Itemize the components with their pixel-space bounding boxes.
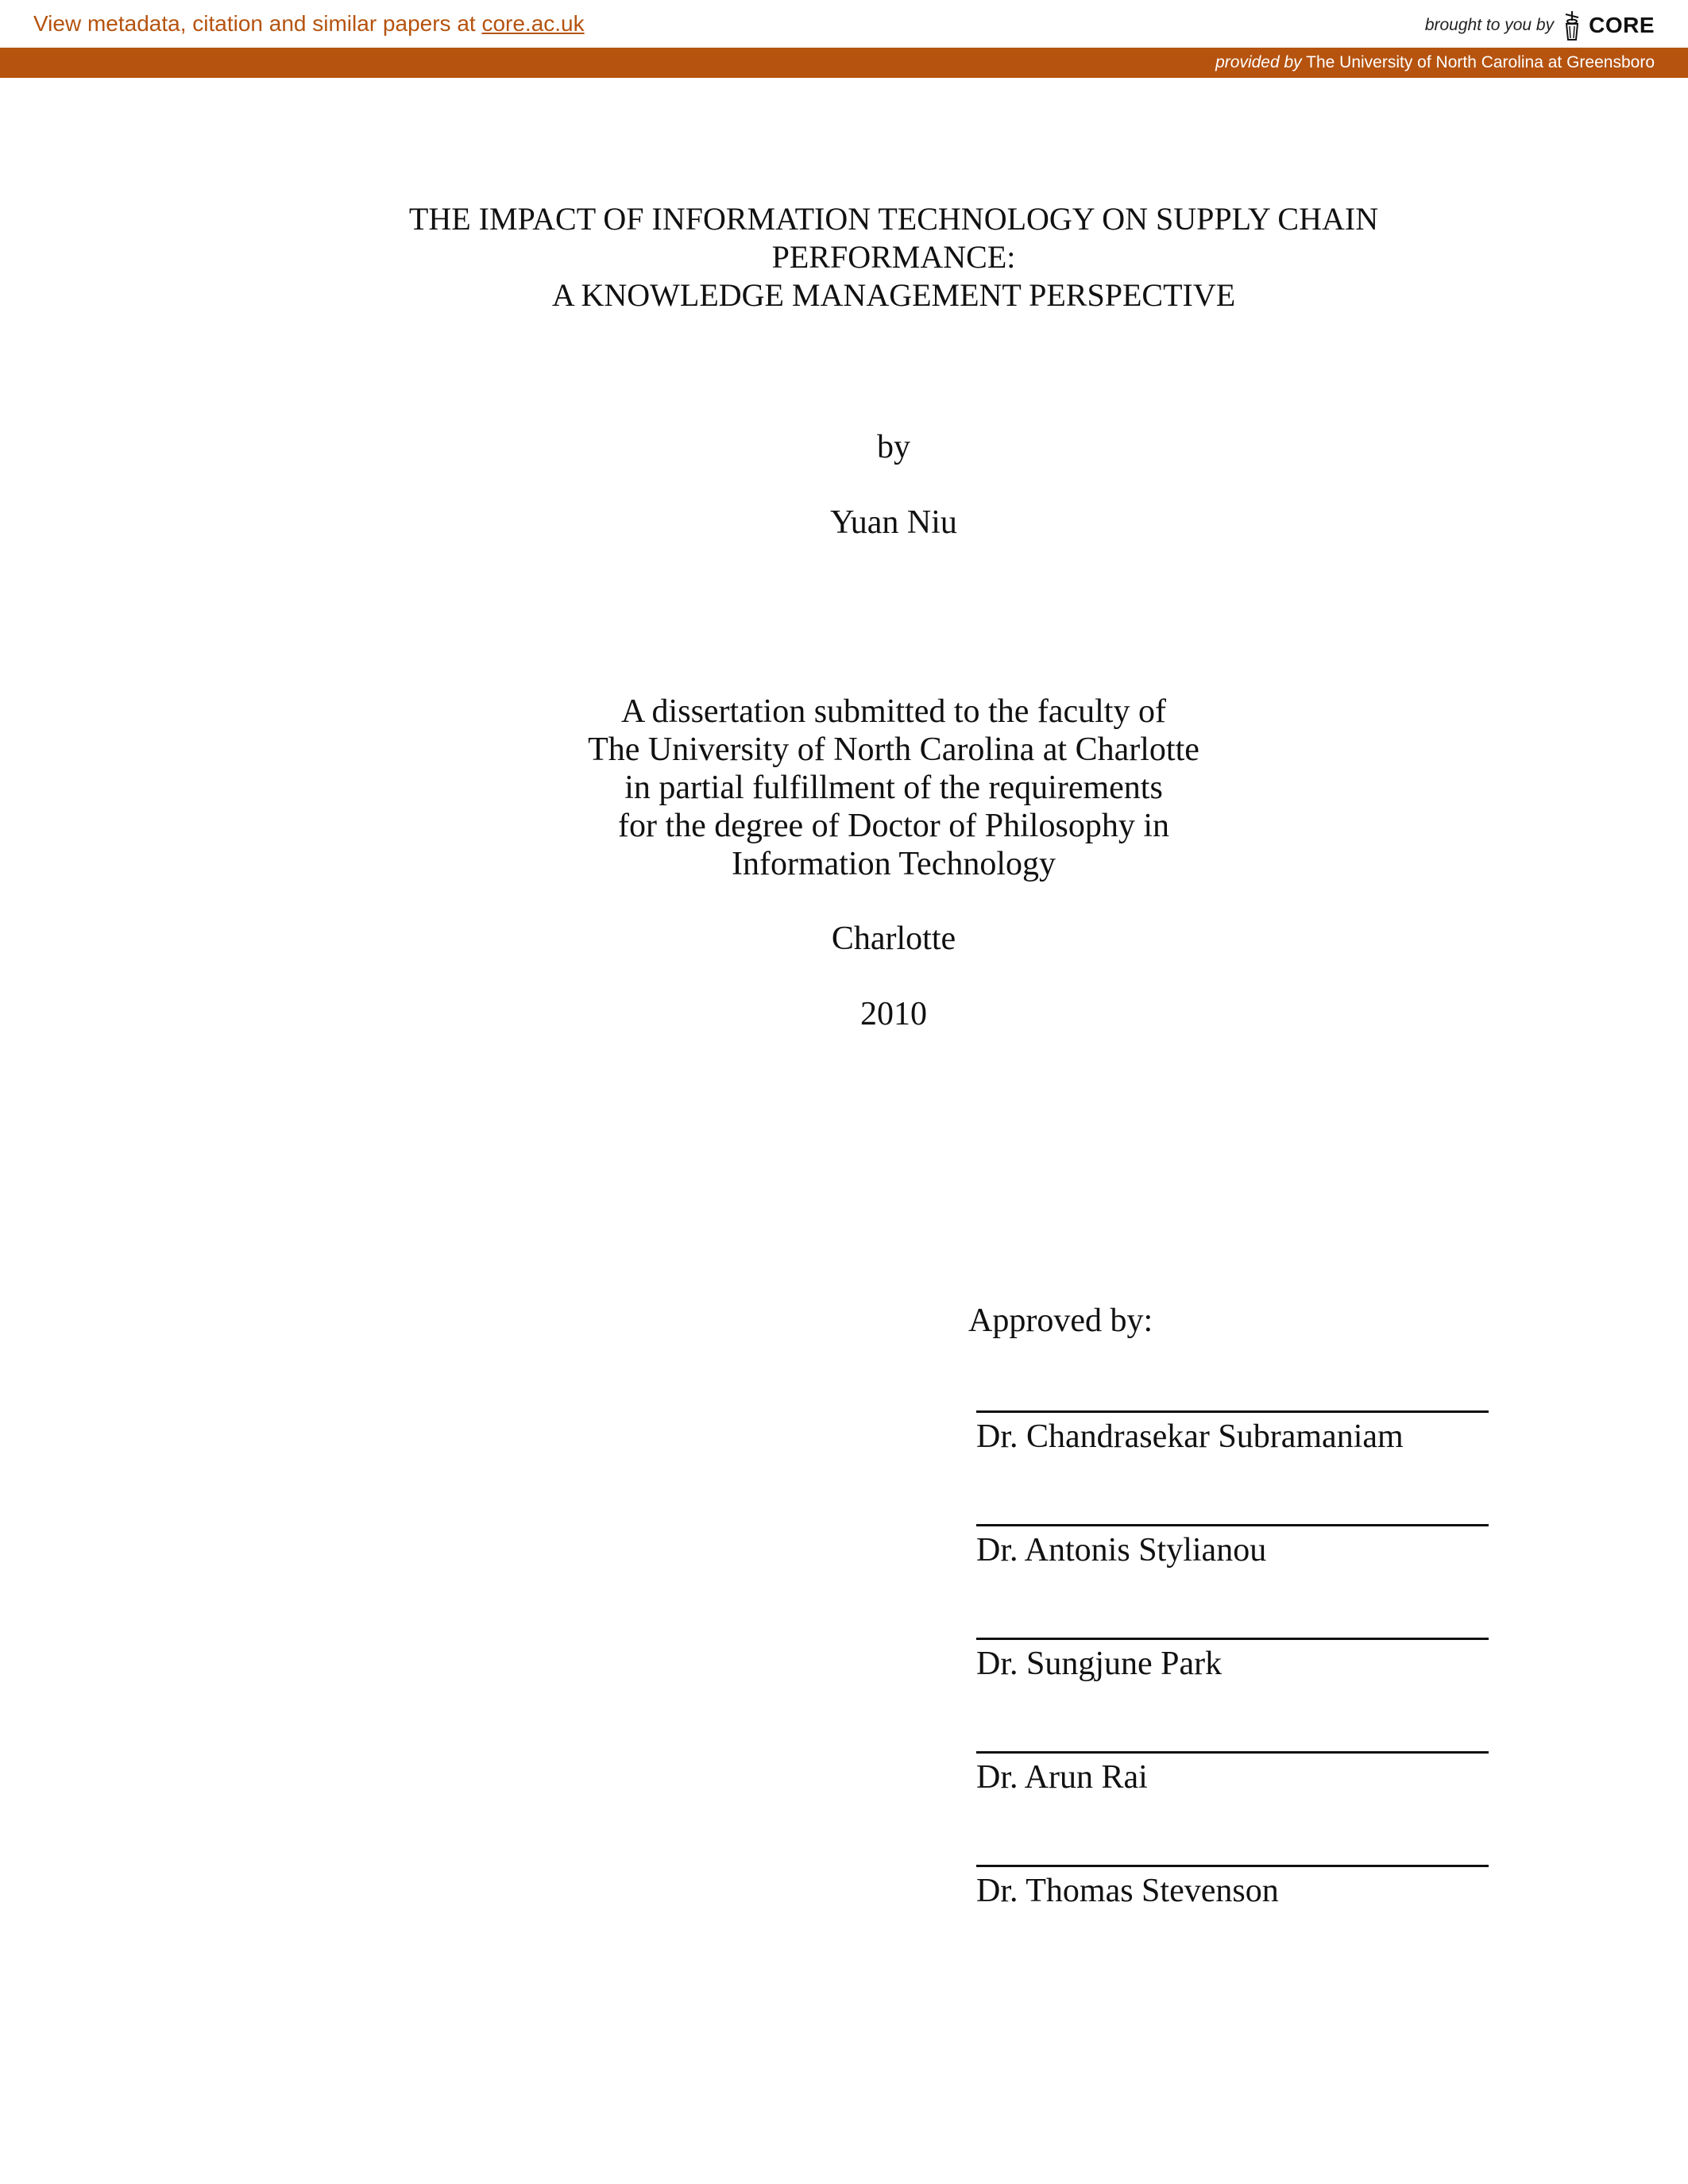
- core-logo-text: CORE: [1589, 13, 1655, 37]
- by-label: by: [877, 429, 910, 465]
- core-metadata-notice: [33, 11, 585, 37]
- committee-member-name: Dr. Antonis Stylianou: [976, 1532, 1267, 1569]
- signature-block: [976, 1369, 1493, 1483]
- committee-signature-list: [976, 1369, 1493, 1937]
- core-banner: [0, 0, 1688, 48]
- signature-line: [976, 1751, 1489, 1754]
- year: 2010: [860, 996, 927, 1032]
- signature-line: [976, 1524, 1489, 1526]
- brought-to-you-text: brought to you by: [1424, 16, 1555, 34]
- title-line-2: PERFORMANCE:: [771, 239, 1016, 275]
- signature-line: [976, 1865, 1489, 1867]
- core-brought-by[interactable]: [1425, 10, 1655, 41]
- statement-line-2: The University of North Carolina at Charlotte: [588, 731, 1199, 768]
- signature-block: [976, 1710, 1493, 1823]
- approved-by-heading: Approved by:: [968, 1302, 1153, 1339]
- provider-notice: [1215, 53, 1655, 72]
- title-line-1: THE IMPACT OF INFORMATION TECHNOLOGY ON SUPPLY CHAIN: [408, 201, 1379, 237]
- signature-block: [976, 1823, 1493, 1937]
- author-name: Yuan Niu: [830, 504, 957, 541]
- committee-member-name: Dr. Thomas Stevenson: [976, 1873, 1279, 1909]
- city: Charlotte: [831, 920, 956, 957]
- core-provider-bar: [0, 48, 1688, 78]
- signature-block: [976, 1483, 1493, 1596]
- signature-line: [976, 1638, 1489, 1640]
- statement-line-3: in partial fulfillment of the requirements: [624, 770, 1163, 806]
- core-metadata-text: View metadata, citation and similar papers at: [33, 11, 482, 36]
- statement-line-5: Information Technology: [731, 846, 1056, 882]
- core-ac-uk-link[interactable]: core.ac.uk: [481, 11, 585, 36]
- core-logo-icon: [1559, 10, 1586, 41]
- title-line-3: A KNOWLEDGE MANAGEMENT PERSPECTIVE: [551, 277, 1236, 313]
- dissertation-title: [0, 200, 1688, 314]
- statement-line-1: A dissertation submitted to the faculty of: [621, 693, 1166, 730]
- submission-statement: [0, 693, 1688, 883]
- signature-block: [976, 1596, 1493, 1710]
- committee-member-name: Dr. Sungjune Park: [976, 1646, 1223, 1682]
- committee-member-name: Dr. Chandrasekar Subramaniam: [976, 1418, 1404, 1455]
- signature-line: [976, 1410, 1489, 1413]
- committee-member-name: Dr. Arun Rai: [976, 1759, 1148, 1796]
- statement-line-4: for the degree of Doctor of Philosophy in: [617, 808, 1169, 844]
- provided-by-label: provided by: [1215, 53, 1302, 71]
- provider-name: The University of North Carolina at Greensboro: [1306, 53, 1655, 71]
